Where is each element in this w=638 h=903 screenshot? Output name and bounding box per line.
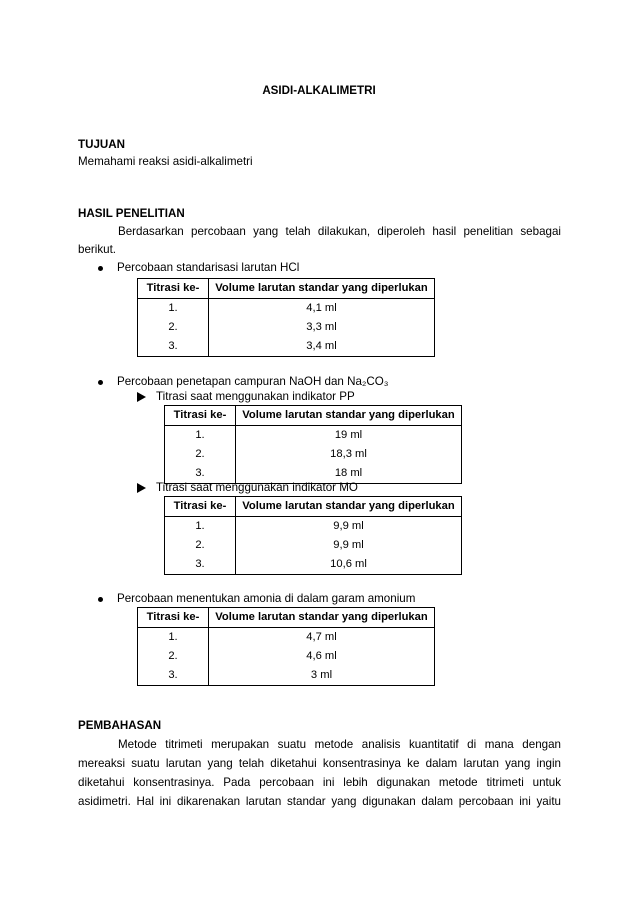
pembahasan-line-2: mereaksi suatu larutan yang telah diketahui konsentrasinya ke dalam larutan yang ingin (78, 757, 561, 770)
experiment-3-table (137, 607, 435, 686)
arrow-bullet-icon (137, 483, 146, 493)
volume-cell: 10,6 ml (236, 555, 462, 575)
volume-cell: 3 ml (209, 666, 435, 686)
pembahasan-line-3: diketahui konsentrasinya. Pada percobaan ini lebih digunakan metode titrimeti untuk (78, 776, 561, 789)
table-row (138, 647, 435, 666)
pembahasan-heading: PEMBAHASAN (78, 719, 162, 732)
titrasi-cell: 2. (165, 445, 236, 464)
titrasi-cell: 3. (165, 555, 236, 575)
titrasi-cell: 3. (165, 464, 236, 484)
table-header-volume: Volume larutan standar yang diperlukan (236, 497, 462, 517)
table-row (165, 536, 462, 555)
table-header-titrasi: Titrasi ke- (165, 497, 236, 517)
table-row (165, 426, 462, 446)
volume-cell: 4,7 ml (209, 628, 435, 648)
bullet-icon (98, 380, 103, 385)
pembahasan-line-4: asidimetri. Hal ini dikarenakan larutan standar yang digunakan dalam percobaan ini yaitu (78, 795, 561, 808)
volume-cell: 4,1 ml (209, 299, 435, 319)
experiment-2-pp-table (164, 405, 462, 484)
table-row (138, 666, 435, 686)
experiment-2-sub-2-label: Titrasi saat menggunakan indikator MO (156, 481, 358, 494)
table-row (165, 517, 462, 537)
table-row (138, 318, 435, 337)
volume-cell: 4,6 ml (209, 647, 435, 666)
volume-cell: 18 ml (236, 464, 462, 484)
titrasi-cell: 2. (138, 647, 209, 666)
table-row (165, 445, 462, 464)
volume-cell: 3,3 ml (209, 318, 435, 337)
arrow-bullet-icon (137, 392, 146, 402)
hasil-intro-line1: Berdasarkan percobaan yang telah dilakukan, diperoleh hasil penelitian sebagai (118, 225, 561, 238)
titrasi-cell: 2. (138, 318, 209, 337)
titrasi-cell: 1. (138, 628, 209, 648)
table-header-titrasi: Titrasi ke- (138, 608, 209, 628)
experiment-3-label: Percobaan menentukan amonia di dalam garam amonium (117, 592, 416, 605)
titrasi-cell: 2. (165, 536, 236, 555)
experiment-2-label: Percobaan penetapan campuran NaOH dan Na₂CO₃ (117, 375, 389, 388)
table-header-volume: Volume larutan standar yang diperlukan (236, 406, 462, 426)
experiment-2-sub-1-label: Titrasi saat menggunakan indikator PP (156, 390, 355, 403)
table-row (138, 299, 435, 319)
volume-cell: 9,9 ml (236, 536, 462, 555)
bullet-icon (98, 597, 103, 602)
experiment-1-table (137, 278, 435, 357)
tujuan-text: Memahami reaksi asidi-alkalimetri (78, 155, 253, 168)
table-row (138, 337, 435, 357)
pembahasan-line-1: Metode titrimeti merupakan suatu metode analisis kuantitatif di mana dengan (118, 738, 561, 751)
titrasi-cell: 1. (165, 426, 236, 446)
table-header-titrasi: Titrasi ke- (138, 279, 209, 299)
hasil-heading: HASIL PENELITIAN (78, 207, 185, 220)
titrasi-cell: 3. (138, 337, 209, 357)
volume-cell: 9,9 ml (236, 517, 462, 537)
volume-cell: 18,3 ml (236, 445, 462, 464)
hasil-intro-line2: berikut. (78, 243, 117, 256)
document-title: ASIDI-ALKALIMETRI (262, 84, 376, 97)
titrasi-cell: 3. (138, 666, 209, 686)
table-header-volume: Volume larutan standar yang diperlukan (209, 279, 435, 299)
volume-cell: 3,4 ml (209, 337, 435, 357)
table-row (138, 628, 435, 648)
table-header-titrasi: Titrasi ke- (165, 406, 236, 426)
experiment-1-label: Percobaan standarisasi larutan HCl (117, 261, 300, 274)
experiment-2-mo-table (164, 496, 462, 575)
table-row (165, 555, 462, 575)
tujuan-heading: TUJUAN (78, 138, 126, 151)
titrasi-cell: 1. (165, 517, 236, 537)
titrasi-cell: 1. (138, 299, 209, 319)
volume-cell: 19 ml (236, 426, 462, 446)
table-header-volume: Volume larutan standar yang diperlukan (209, 608, 435, 628)
bullet-icon (98, 266, 103, 271)
